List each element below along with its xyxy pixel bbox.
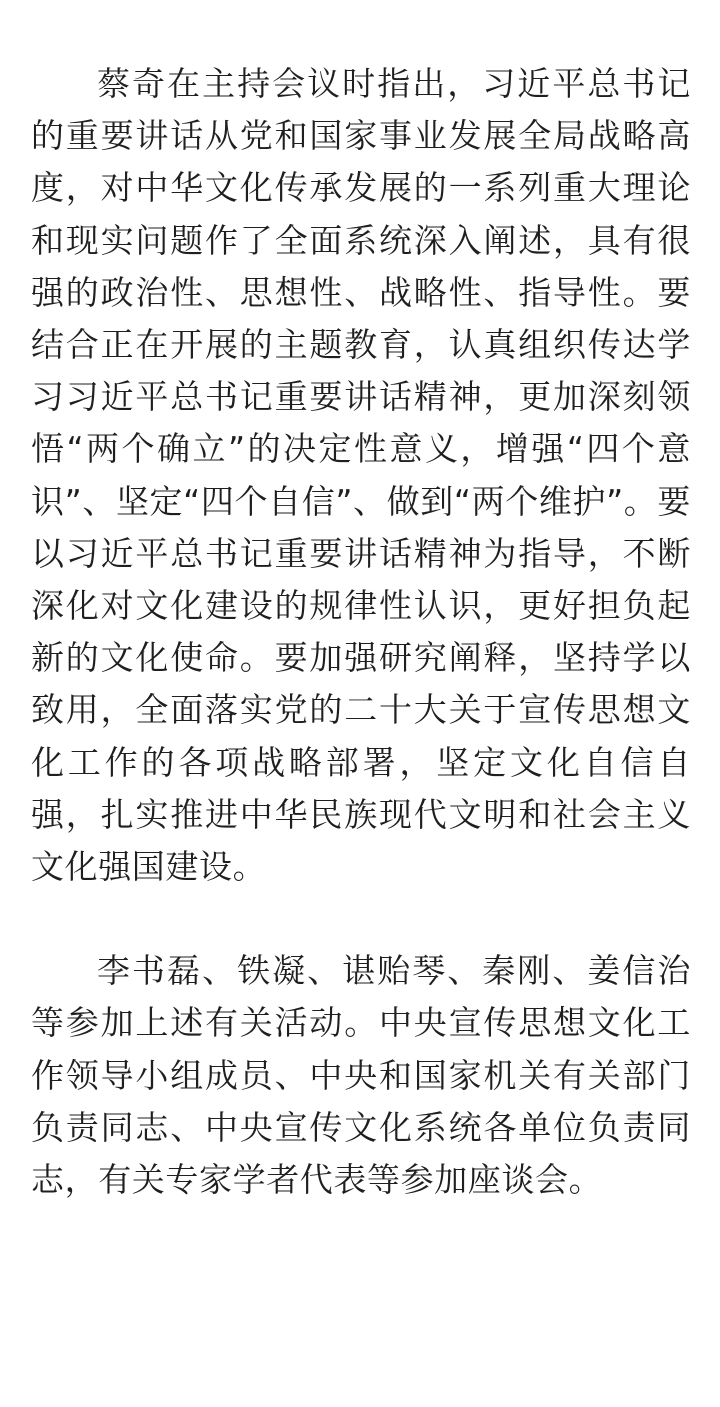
paragraph-attendees: 李书磊、铁凝、谌贻琴、秦刚、姜信治等参加上述有关活动。中央宣传思想文化工作领导小组成员、中央和国家机关有关部门负责同志、中央宣传文化系统各单位负责同志，有关专家学者代表等参加座谈会。 <box>31 951 691 1200</box>
paragraph-meeting-remarks: 蔡奇在主持会议时指出，习近平总书记的重要讲话从党和国家事业发展全局战略高度，对中华文化传承发展的一系列重大理论和现实问题作了全面系统深入阐述，具有很强的政治性、思想性、战略性、指导性。要结合正在开展的主题教育，认真组织传达学习习近平总书记重要讲话精神，更加深刻领悟“两个确立”的决定性意义，增强“四个意识”、坚定“四个自信”、做到“两个维护”。要以习近平总书记重要讲话精神为指导，不断深化对文化建设的规律性认识，更好担负起新的文化使命。要加强研究阐释，坚持学以致用，全面落实党的二十大关于宣传思想文化工作的各项战略部署，坚定文化自信自强，扎实推进中华民族现代文明和社会主义文化强国建设。 <box>31 64 691 887</box>
